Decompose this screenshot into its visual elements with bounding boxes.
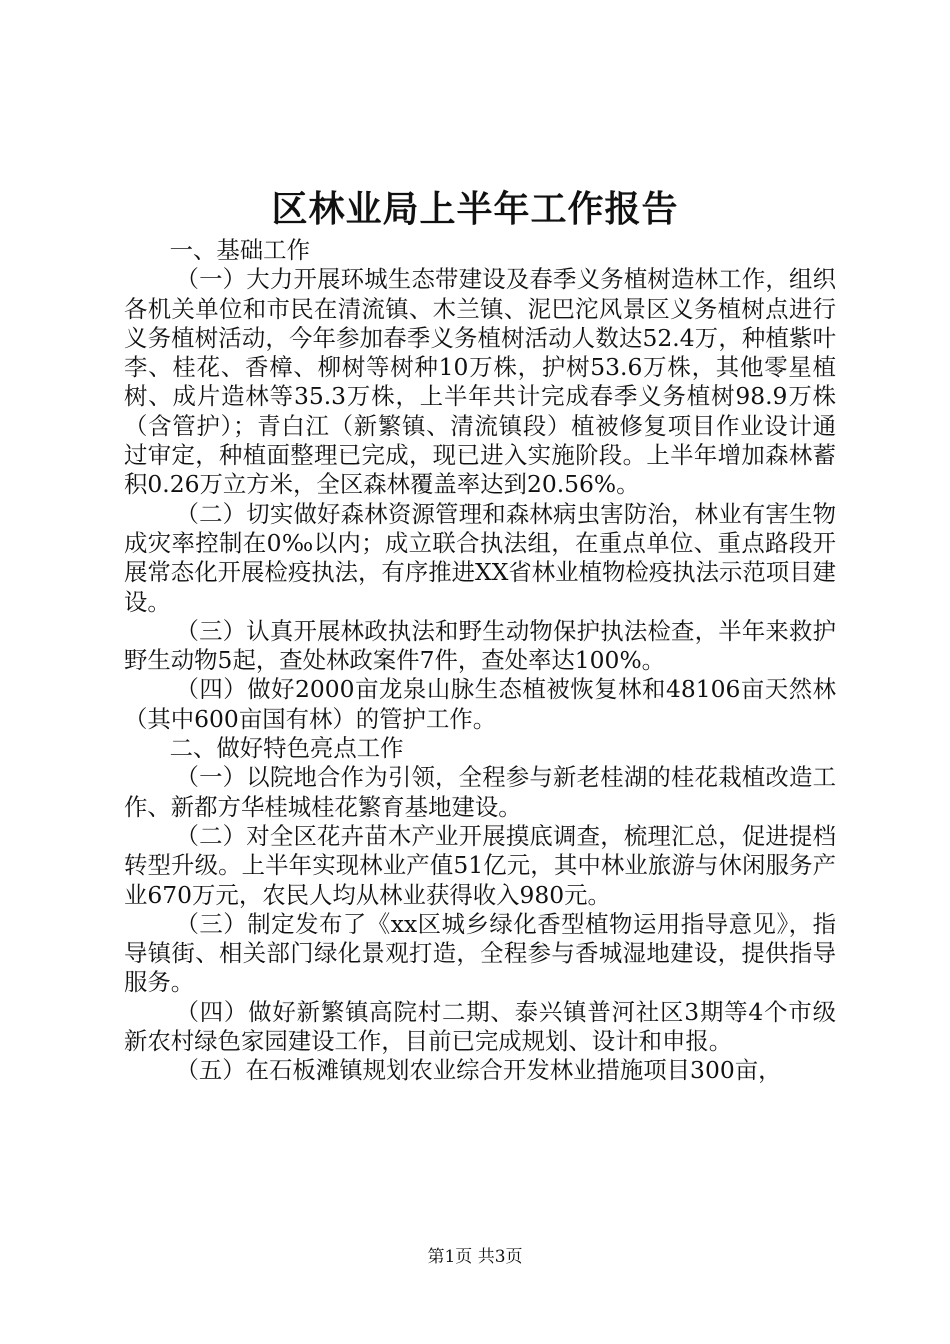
paragraph: （四）做好新繁镇高院村二期、泰兴镇普河社区3期等4个市级新农村绿色家园建设工作，目前已完成规划、设计和申报。: [124, 997, 836, 1056]
paragraph: （五）在石板滩镇规划农业综合开发林业措施项目300亩，: [175, 1056, 782, 1085]
document-body: [124, 236, 836, 1086]
page-footer: 第1页 共3页: [427, 1247, 523, 1267]
paragraph: （一）以院地合作为引领，全程参与新老桂湖的桂花栽植改造工作、新都方华桂城桂花繁育基地建设。: [124, 763, 836, 821]
paragraph: （三）制定发布了《xx区城乡绿化香型植物运用指导意见》，指导镇街、相关部门绿化景观打造，全程参与香城湿地建设，提供指导服务。: [124, 909, 836, 997]
paragraph: （二）切实做好森林资源管理和森林病虫害防治，林业有害生物成灾率控制在0‰以内；成立联合执法组，在重点单位、重点路段开展常态化开展检疫执法，有序推进XX省林业植物检疫执法示范项目建设。: [124, 499, 836, 616]
section-heading: 二、做好特色亮点工作: [169, 734, 404, 763]
paragraph: （三）认真开展林政执法和野生动物保护执法检查，半年来救护野生动物5起，查处林政案件7件，查处率达100%。: [124, 616, 836, 675]
paragraph: （四）做好2000亩龙泉山脉生态植被恢复林和48106亩天然林（其中600亩国有林）的管护工作。: [124, 675, 836, 733]
paragraph: （二）对全区花卉苗木产业开展摸底调查，梳理汇总，促进提档转型升级。上半年实现林业产值51亿元，其中林业旅游与休闲服务产业670万元，农民人均从林业获得收入980元。: [124, 821, 836, 909]
document-title: 区林业局上半年工作报告: [271, 188, 679, 230]
section-heading: 一、基础工作: [169, 236, 310, 264]
paragraph: （一）大力开展环城生态带建设及春季义务植树造林工作，组织各机关单位和市民在清流镇、木兰镇、泥巴沱风景区义务植树点进行义务植树活动，今年参加春季义务植树活动人数达52.4万，种植紫叶李、桂花、香樟、柳树等树种10万株，护树53.6万株，其他零星植树、成片造林等35.3万株，上半年共计完成春季义务植树98.9万株（含管护）；青白江（新繁镇、清流镇段）植被修复项目作业设计通过审定，种植面整理已完成，现已进入实施阶段。上半年增加森林蓄积0.26万立方米，全区森林覆盖率达到20.56%。: [124, 265, 836, 499]
